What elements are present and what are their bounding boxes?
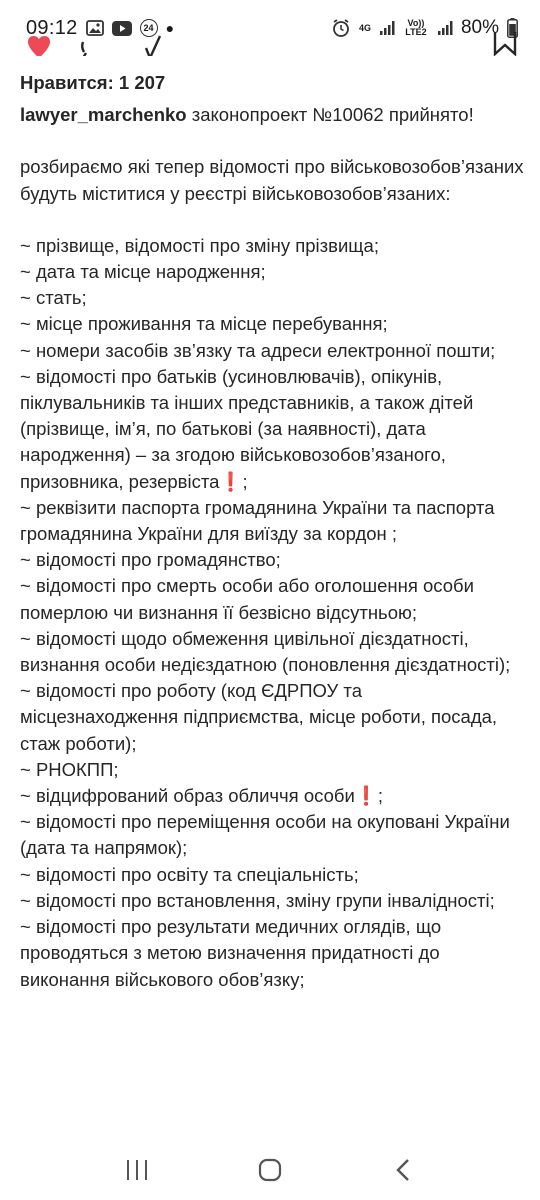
heart-filled-icon[interactable]	[26, 36, 52, 56]
list-item: ~ відомості щодо обмеження цивільної дієздатності, визнання особи недієздатною (поновлення дієздатності);	[20, 627, 511, 676]
list-item: ~ РНОКПП;	[20, 758, 119, 780]
likes-label: Нравится:	[20, 72, 114, 93]
list-item	[20, 364, 525, 495]
list-item: ~ реквізити паспорта громадянина України та паспорта громадянина України для виїзду за кордон ;	[20, 496, 495, 545]
list-item: ~ відомості про результати медичних оглядів, що проводяться з метою визначення придатності до виконання військового обов’язку;	[20, 916, 442, 990]
list-item: ~ номери засобів зв’язку та адреси електронної пошти;	[20, 339, 496, 361]
list-item: ~ відомості про смерть особи або оголошення особи померлою чи визнання її безвісно відсутньою;	[20, 575, 474, 623]
caption-headline-text: законопроект №10062 прийнято!	[186, 104, 474, 126]
list-item: ~ прізвище, відомості про зміну прізвища;	[20, 234, 379, 256]
post-action-row	[0, 30, 540, 56]
data-4g-icon: 4G	[358, 22, 371, 33]
caption-intro: розбираємо які тепер відомості про військовозобов’язаних будуть міститися у реєстрі військовозобов’язаних:	[20, 156, 529, 204]
likes-count[interactable]	[20, 70, 525, 96]
comment-icon[interactable]	[80, 34, 108, 56]
back-icon[interactable]	[383, 1150, 423, 1190]
list-item: ~ відомості про освіту та спеціальність;	[20, 863, 359, 885]
volte-icon: Vo)) LTE2	[405, 18, 427, 37]
list-item: ~ місце проживання та місце перебування;	[20, 313, 388, 335]
post-caption	[20, 70, 529, 993]
list-item: ~ відомості про громадянство;	[20, 549, 281, 571]
list-item-suffix: ;	[242, 470, 248, 492]
share-icon[interactable]	[140, 34, 166, 56]
recent-apps-icon[interactable]	[117, 1150, 157, 1190]
list-item-text: ~ відцифрований образ обличчя особи	[20, 785, 355, 807]
list-item: ~ відомості про встановлення, зміну групи інвалідності;	[20, 889, 495, 911]
list-item: ~ стать;	[20, 287, 87, 309]
battery-percent: 80%	[460, 17, 499, 38]
home-icon[interactable]	[250, 1150, 290, 1190]
bookmark-icon[interactable]	[492, 32, 518, 56]
list-item	[20, 783, 525, 809]
username-link[interactable]: lawyer_marchenko	[20, 104, 187, 126]
exclamation-icon: ❗	[219, 470, 243, 492]
exclamation-icon: ❗	[354, 785, 378, 807]
likes-number: 1 207	[118, 72, 166, 93]
notification-badge-icon: 24	[140, 19, 158, 37]
more-notifications-dot-icon: ●	[165, 20, 175, 36]
list-item-suffix: ;	[377, 785, 383, 807]
caption-headline	[20, 102, 525, 128]
clock: 09:12	[26, 16, 78, 39]
system-nav-bar	[0, 1140, 540, 1200]
list-item: ~ відомості про роботу (код ЄДРПОУ та місцезнаходження підприємства, місце роботи, посада, стаж роботи);	[20, 680, 498, 754]
list-item-text: ~ відомості про батьків (усиновлювачів), опікунів, піклувальників та інших представників, а також дітей (прізвище, ім’я, по батькові (за наявності), дата народження) – за згодою військовозобов’язаного, призовника, резервіста	[20, 365, 474, 492]
list-item: ~ відомості про переміщення особи на окуповані України (дата та напрямок);	[20, 811, 510, 859]
list-item: ~ дата та місце народження;	[20, 261, 266, 283]
